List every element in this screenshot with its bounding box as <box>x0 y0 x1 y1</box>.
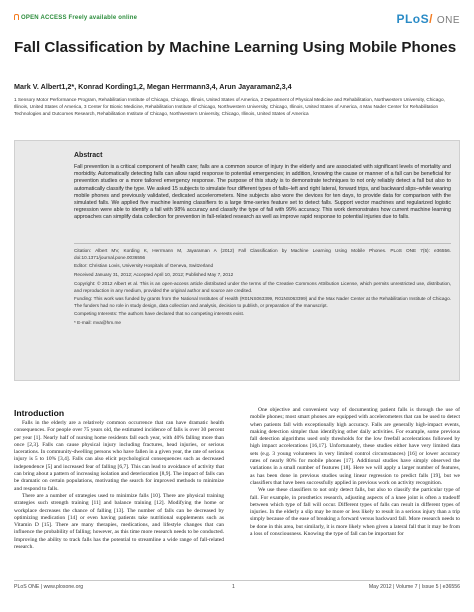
publication-dates: Received January 31, 2012; Accepted April 10, 2012; Published May 7, 2012 <box>74 272 234 277</box>
intro-left-column <box>14 420 224 551</box>
open-access-lock-icon <box>14 14 19 20</box>
open-access-label <box>14 14 137 21</box>
affiliations: 1 Sensory Motor Performance Program, Rehabilitation Institute of Chicago, Chicago, Illinois, United States of America, 2 Department of Physical Medicine and Rehabilitation, Northwestern University, Chicago, Illinois, United States of America, 3 Center for Bionic Medicine, Rehabilitation Institute of Chicago, Northwestern University, Chicago, Illinois, United States of America, 4 Max Nader Center for Rehabilitation Technologies and Outcomes Research, Rehabilitation Institute of Chicago, Northwestern University, Chicago, Illinois, United States of America <box>14 97 445 116</box>
plos-one-logo: PLoS/ ONE <box>396 12 460 26</box>
open-access-text: OPEN ACCESS Freely available online <box>21 15 138 21</box>
abstract-text: Fall prevention is a critical component of health care; falls are a common source of injury in the elderly and are associated with significant levels of mortality and morbidity. Automatically detecting falls can allow rapid response to potential emergencies; in addition, knowing the cause or manner of a fall can be beneficial for prevention studies or a more tailored emergency response. The purpose of this study is to demonstrate techniques to not only reliably detect a fall but also to automatically classify the type. We asked 15 subjects to simulate four different types of falls–left and right lateral, forward trips, and backward slips–while wearing mobile phones and previously validated, dedicated accelerometers. Nine subjects also wore the devices for ten days, to provide data for comparison with the simulated falls. We applied five machine learning classifiers to a large time-series feature set to detect falls. Support vector machines and regularized logistic regression were able to identify a fall with 98% accuracy and classify the type of fall with 99% accuracy. This work demonstrates how current machine learning approaches can simplify data collection for prevention in fall-related research as well as improve rapid response to potential injuries due to falls. <box>74 164 451 221</box>
intro-right-column <box>250 407 460 538</box>
author-list: Mark V. Albert1,2*, Konrad Kording1,2, Megan Herrmann3,4, Arun Jayaraman2,3,4 <box>14 82 292 91</box>
intro-paragraph: One objective and convenient way of documenting patient falls is through the use of mobile phones; most smart phones are equipped with accelerometers that can be used to detect when patients fall with exceptionally high accuracy. Falls are generally high-impact events, making detection simpler than identifying other daily activities. For example, some previous fall detection algorithms used only thresholds for the low freefall accelerations followed by high impact accelerations [16,17]. Unfortunately, these studies either have very limited data sets (e.g. 3 young volunteers in very limited control circumstances) [16] or lower accuracy rates of nearly 80% for mobile phones [17]. Additional studies have simply observed the variations in a small number of features [18]. Here we will apply a larger number of features, as has been done in previous studies using linear regression to predict falls [19], but we classifiers that have been successfully applied in previous work on activity recognition. <box>250 407 460 486</box>
abstract-heading: Abstract <box>74 152 103 159</box>
footer-journal: PLoS ONE | www.plosone.org <box>14 584 84 590</box>
journal-header <box>14 12 460 28</box>
intro-paragraph: There are a number of strategies used to minimize falls [10]. There are physical training strategies such strength training [11] and balance training [12]. Modifying the home or workplace decreases the chance of falling [13]. The number of falls can be decreased by optimizing medication [14] or even having patients take nutritional supplements such as Vitamin D [15]. There are many therapies, medications, and lifestyle changes that can influence the probability of falling; however, as this time more research needs to be conducted. Improving the ability to track falls has the potential to streamline a wide range of fall-related research. <box>14 492 224 551</box>
paper-title: Fall Classification by Machine Learning Using Mobile Phones <box>14 39 457 56</box>
abstract-divider <box>74 243 451 244</box>
editor: Editor: Christian Lovis, University Hospitals of Geneva, Switzerland <box>74 263 214 268</box>
corresponding-email: * E-mail: mva@hm.me <box>74 320 121 325</box>
section-heading-introduction: Introduction <box>14 408 65 418</box>
copyright: Copyright: © 2012 Albert et al. This is an open-access article distributed under the terms of the Creative Commons Attribution License, which permits unrestricted use, distribution, and reproduction in any medium, provided the original author and source are credited. <box>74 281 451 293</box>
footer-issue: May 2012 | Volume 7 | Issue 5 | e36556 <box>368 584 460 590</box>
intro-paragraph: We use these classifiers to not only detect falls, but also to classify the particular type of fall. For example, in prosthetics research, adjusting aspects of a knee joint is often a tradeoff between which type of fall will occur. Different types of falls can result in different types of injuries. In the elderly a slip may be more or less likely to result in a serious injury than a trip simply because of the ease of breaking a forward versus backward fall. More research needs to be done in this area, but similarly, it is more likely when given a lateral fall that it may be from a loss of consciousness. Knowing the type of fall can be important for <box>250 487 460 538</box>
intro-paragraph: Falls in the elderly are a relatively common occurrence that can have dramatic health consequences. For people over 75 years old, the estimated incidence of falls is over 30 percent per year [1]. Nearly half of nursing home residents fall each year, with 40% falling more than once [2,3]. Falls can cause physical injury including fractures, head injuries, or serious lacerations. In community-dwelling persons who have fallen in a given year, the rate of serious injury is 5 to 10% [3,4]. Falls can also elicit psychological consequences such as decreased independence [5] and increased fear of falling [6,7]. This can lead to avoidance of activity that can bring about a pattern of increasing isolation and deterioration [8,9]. The impact of falls can be dramatic on certain populations, motivating the search for improved methods to minimize and respond to falls. <box>14 420 224 492</box>
citation: Citation: Albert MV, Kording K, Herrmann M, Jayaraman A (2012) Fall Classification by Machine Learning Using Mobile Phones. PLoS ONE 7(5): e36556. doi:10.1371/journal.pone.0036556 <box>74 248 451 260</box>
page-number: 1 <box>232 584 235 590</box>
competing-interests: Competing Interests: The authors have declared that no competing interests exist. <box>74 311 245 316</box>
footer-divider <box>14 580 460 581</box>
funding: Funding: This work was funded by grants from the National Institutes of Health (R01NS063399, R01NS063399) and the Max Nader Center at the Rehabilitation Institute of Chicago. The funders had no role in study design, data collection and analysis, decision to publish, or preparation of the manuscript. <box>74 296 451 308</box>
